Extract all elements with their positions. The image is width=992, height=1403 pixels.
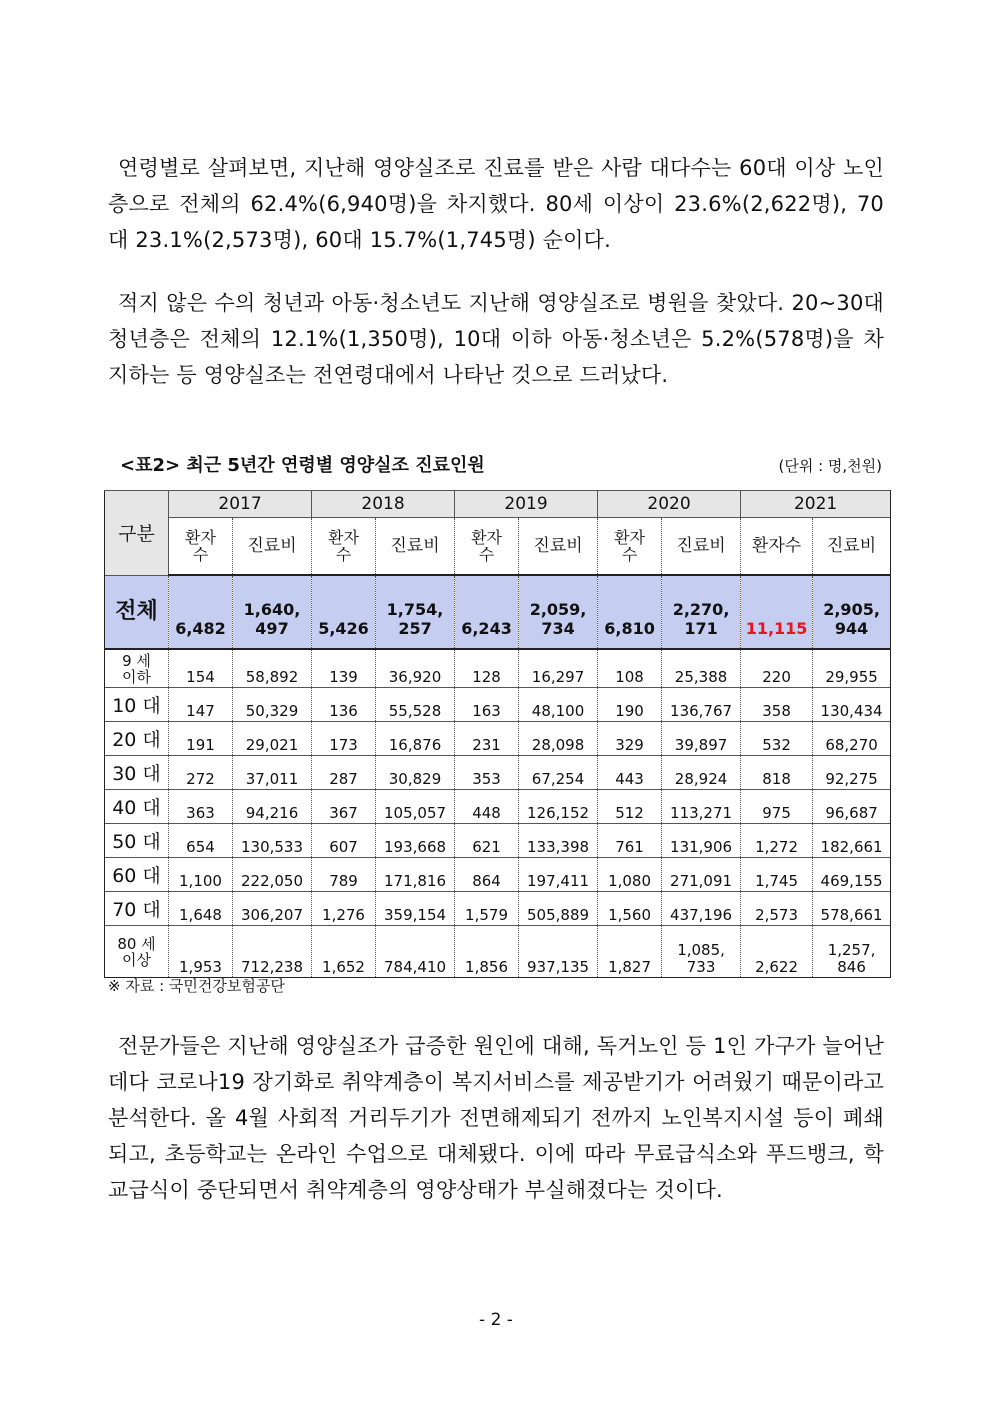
patients-cell: 1,579 — [455, 892, 519, 926]
year-header-row — [105, 491, 891, 518]
patients-cell: 1,272 — [741, 824, 813, 858]
cost-cell: 171,816 — [376, 858, 455, 892]
total-cost-cell: 2,270, 171 — [662, 575, 741, 649]
cost-cell: 359,154 — [376, 892, 455, 926]
table-row — [105, 756, 891, 790]
cost-cell: 92,275 — [813, 756, 891, 790]
patients-cell: 1,276 — [312, 892, 376, 926]
total-cost-cell: 1,640, 497 — [233, 575, 312, 649]
cost-cell: 68,270 — [813, 722, 891, 756]
cost-cell: 306,207 — [233, 892, 312, 926]
cost-cell: 784,410 — [376, 926, 455, 978]
patients-cell: 287 — [312, 756, 376, 790]
cost-cell: 36,920 — [376, 649, 455, 688]
patients-cell: 128 — [455, 649, 519, 688]
table-row — [105, 926, 891, 978]
cost-cell: 271,091 — [662, 858, 741, 892]
year-header: 2021 — [741, 491, 891, 518]
patients-cell: 789 — [312, 858, 376, 892]
year-header: 2018 — [312, 491, 455, 518]
cost-cell: 193,668 — [376, 824, 455, 858]
corner-label: 구분 — [105, 491, 169, 576]
patients-cell: 272 — [169, 756, 233, 790]
cost-cell: 16,876 — [376, 722, 455, 756]
cost-header: 진료비 — [813, 518, 891, 576]
patients-header: 환자 수 — [169, 518, 233, 576]
cost-cell: 67,254 — [519, 756, 598, 790]
cost-cell: 578,661 — [813, 892, 891, 926]
patients-cell: 1,652 — [312, 926, 376, 978]
row-label: 30 대 — [105, 756, 169, 790]
cost-header: 진료비 — [233, 518, 312, 576]
table-row — [105, 722, 891, 756]
cost-cell: 25,388 — [662, 649, 741, 688]
row-label: 9 세 이하 — [105, 649, 169, 688]
patients-cell: 1,648 — [169, 892, 233, 926]
row-label: 40 대 — [105, 790, 169, 824]
cost-cell: 136,767 — [662, 688, 741, 722]
patients-cell: 329 — [598, 722, 662, 756]
patients-cell: 443 — [598, 756, 662, 790]
cost-cell: 58,892 — [233, 649, 312, 688]
cost-cell: 37,011 — [233, 756, 312, 790]
patients-cell: 353 — [455, 756, 519, 790]
table-row — [105, 892, 891, 926]
patients-cell: 532 — [741, 722, 813, 756]
table-unit: (단위 : 명,천원) — [778, 457, 882, 475]
cost-cell: 126,152 — [519, 790, 598, 824]
cost-cell: 130,434 — [813, 688, 891, 722]
cost-cell: 28,098 — [519, 722, 598, 756]
total-patients-cell: 11,115 — [741, 575, 813, 649]
cost-cell: 133,398 — [519, 824, 598, 858]
cost-header: 진료비 — [519, 518, 598, 576]
malnutrition-table — [104, 490, 891, 978]
patients-cell: 358 — [741, 688, 813, 722]
patients-header: 환자 수 — [598, 518, 662, 576]
cost-cell: 1,257, 846 — [813, 926, 891, 978]
total-patients-cell: 6,243 — [455, 575, 519, 649]
cost-cell: 937,135 — [519, 926, 598, 978]
row-label: 80 세 이상 — [105, 926, 169, 978]
cost-header: 진료비 — [662, 518, 741, 576]
source-note: ※ 자료 : 국민건강보험공단 — [108, 977, 285, 995]
table-row — [105, 858, 891, 892]
patients-cell: 154 — [169, 649, 233, 688]
year-header: 2020 — [598, 491, 741, 518]
patients-cell: 607 — [312, 824, 376, 858]
cost-cell: 113,271 — [662, 790, 741, 824]
cost-cell: 28,924 — [662, 756, 741, 790]
table-row — [105, 790, 891, 824]
patients-cell: 173 — [312, 722, 376, 756]
cost-cell: 505,889 — [519, 892, 598, 926]
cost-cell: 48,100 — [519, 688, 598, 722]
row-label: 20 대 — [105, 722, 169, 756]
cost-header: 진료비 — [376, 518, 455, 576]
patients-cell: 654 — [169, 824, 233, 858]
cost-cell: 94,216 — [233, 790, 312, 824]
cost-cell: 105,057 — [376, 790, 455, 824]
row-label: 50 대 — [105, 824, 169, 858]
patients-header: 환자 수 — [455, 518, 519, 576]
paragraph-youth: 적지 않은 수의 청년과 아동·청소년도 지난해 영양실조로 병원을 찾았다. 20~30대 청년층은 전체의 12.1%(1,350명), 10대 이하 아동·청소년은 5.2%(578명)을 차지하는 등 영양실조는 전연령대에서 나타난 것으로 드러났다. — [108, 291, 884, 387]
patients-cell: 1,560 — [598, 892, 662, 926]
row-label: 전체 — [105, 575, 169, 649]
paragraph-causes: 전문가들은 지난해 영양실조가 급증한 원인에 대해, 독거노인 등 1인 가구가 늘어난데다 코로나19 장기화로 취약계층이 복지서비스를 제공받기가 어려웠기 때문이라고 분석한다. 올 4월 사회적 거리두기가 전면해제되기 전까지 노인복지시설 등이 폐쇄되고, 초등학교는 온라인 수업으로 대체됐다. 이에 따라 무료급식소와 푸드뱅크, 학교급식이 중단되면서 취약계층의 영양상태가 부실해졌다는 것이다. — [108, 1034, 884, 1202]
row-label: 70 대 — [105, 892, 169, 926]
page-number: - 2 - — [479, 1310, 513, 1330]
cost-cell: 469,155 — [813, 858, 891, 892]
patients-cell: 761 — [598, 824, 662, 858]
patients-cell: 231 — [455, 722, 519, 756]
cost-cell: 39,897 — [662, 722, 741, 756]
total-patients-cell: 6,482 — [169, 575, 233, 649]
patients-cell: 1,856 — [455, 926, 519, 978]
patients-cell: 1,080 — [598, 858, 662, 892]
patients-cell: 621 — [455, 824, 519, 858]
cost-cell: 55,528 — [376, 688, 455, 722]
patients-cell: 139 — [312, 649, 376, 688]
patients-header: 환자수 — [741, 518, 813, 576]
patients-cell: 1,745 — [741, 858, 813, 892]
patients-cell: 363 — [169, 790, 233, 824]
total-row — [105, 575, 891, 649]
patients-cell: 191 — [169, 722, 233, 756]
year-header: 2017 — [169, 491, 312, 518]
cost-cell: 29,021 — [233, 722, 312, 756]
patients-cell: 975 — [741, 790, 813, 824]
table-row — [105, 688, 891, 722]
patients-cell: 367 — [312, 790, 376, 824]
cost-cell: 182,661 — [813, 824, 891, 858]
patients-cell: 163 — [455, 688, 519, 722]
cost-cell: 50,329 — [233, 688, 312, 722]
year-header: 2019 — [455, 491, 598, 518]
cost-cell: 222,050 — [233, 858, 312, 892]
patients-cell: 2,622 — [741, 926, 813, 978]
patients-cell: 512 — [598, 790, 662, 824]
total-cost-cell: 2,905, 944 — [813, 575, 891, 649]
cost-cell: 29,955 — [813, 649, 891, 688]
total-cost-cell: 2,059, 734 — [519, 575, 598, 649]
patients-cell: 818 — [741, 756, 813, 790]
cost-cell: 131,906 — [662, 824, 741, 858]
row-label: 10 대 — [105, 688, 169, 722]
patients-cell: 1,827 — [598, 926, 662, 978]
patients-cell: 1,100 — [169, 858, 233, 892]
cost-cell: 1,085, 733 — [662, 926, 741, 978]
cost-cell: 197,411 — [519, 858, 598, 892]
cost-cell: 30,829 — [376, 756, 455, 790]
patients-cell: 2,573 — [741, 892, 813, 926]
patients-cell: 190 — [598, 688, 662, 722]
table-row — [105, 649, 891, 688]
cost-cell: 96,687 — [813, 790, 891, 824]
patients-cell: 147 — [169, 688, 233, 722]
total-patients-cell: 5,426 — [312, 575, 376, 649]
patients-header: 환자 수 — [312, 518, 376, 576]
patients-cell: 864 — [455, 858, 519, 892]
row-label: 60 대 — [105, 858, 169, 892]
patients-cell: 108 — [598, 649, 662, 688]
patients-cell: 220 — [741, 649, 813, 688]
total-patients-cell: 6,810 — [598, 575, 662, 649]
cost-cell: 437,196 — [662, 892, 741, 926]
sub-header-row — [105, 518, 891, 576]
total-cost-cell: 1,754, 257 — [376, 575, 455, 649]
patients-cell: 1,953 — [169, 926, 233, 978]
patients-cell: 448 — [455, 790, 519, 824]
cost-cell: 712,238 — [233, 926, 312, 978]
paragraph-age-overview: 연령별로 살펴보면, 지난해 영양실조로 진료를 받은 사람 대다수는 60대 이상 노인층으로 전체의 62.4%(6,940명)을 차지했다. 80세 이상이 23.6%(2,622명), 70대 23.1%(2,573명), 60대 15.7%(1,745명) 순이다. — [108, 156, 884, 252]
cost-cell: 16,297 — [519, 649, 598, 688]
cost-cell: 130,533 — [233, 824, 312, 858]
table-title: <표2> 최근 5년간 연령별 영양실조 진료인원 — [120, 455, 485, 476]
patients-cell: 136 — [312, 688, 376, 722]
table-row — [105, 824, 891, 858]
